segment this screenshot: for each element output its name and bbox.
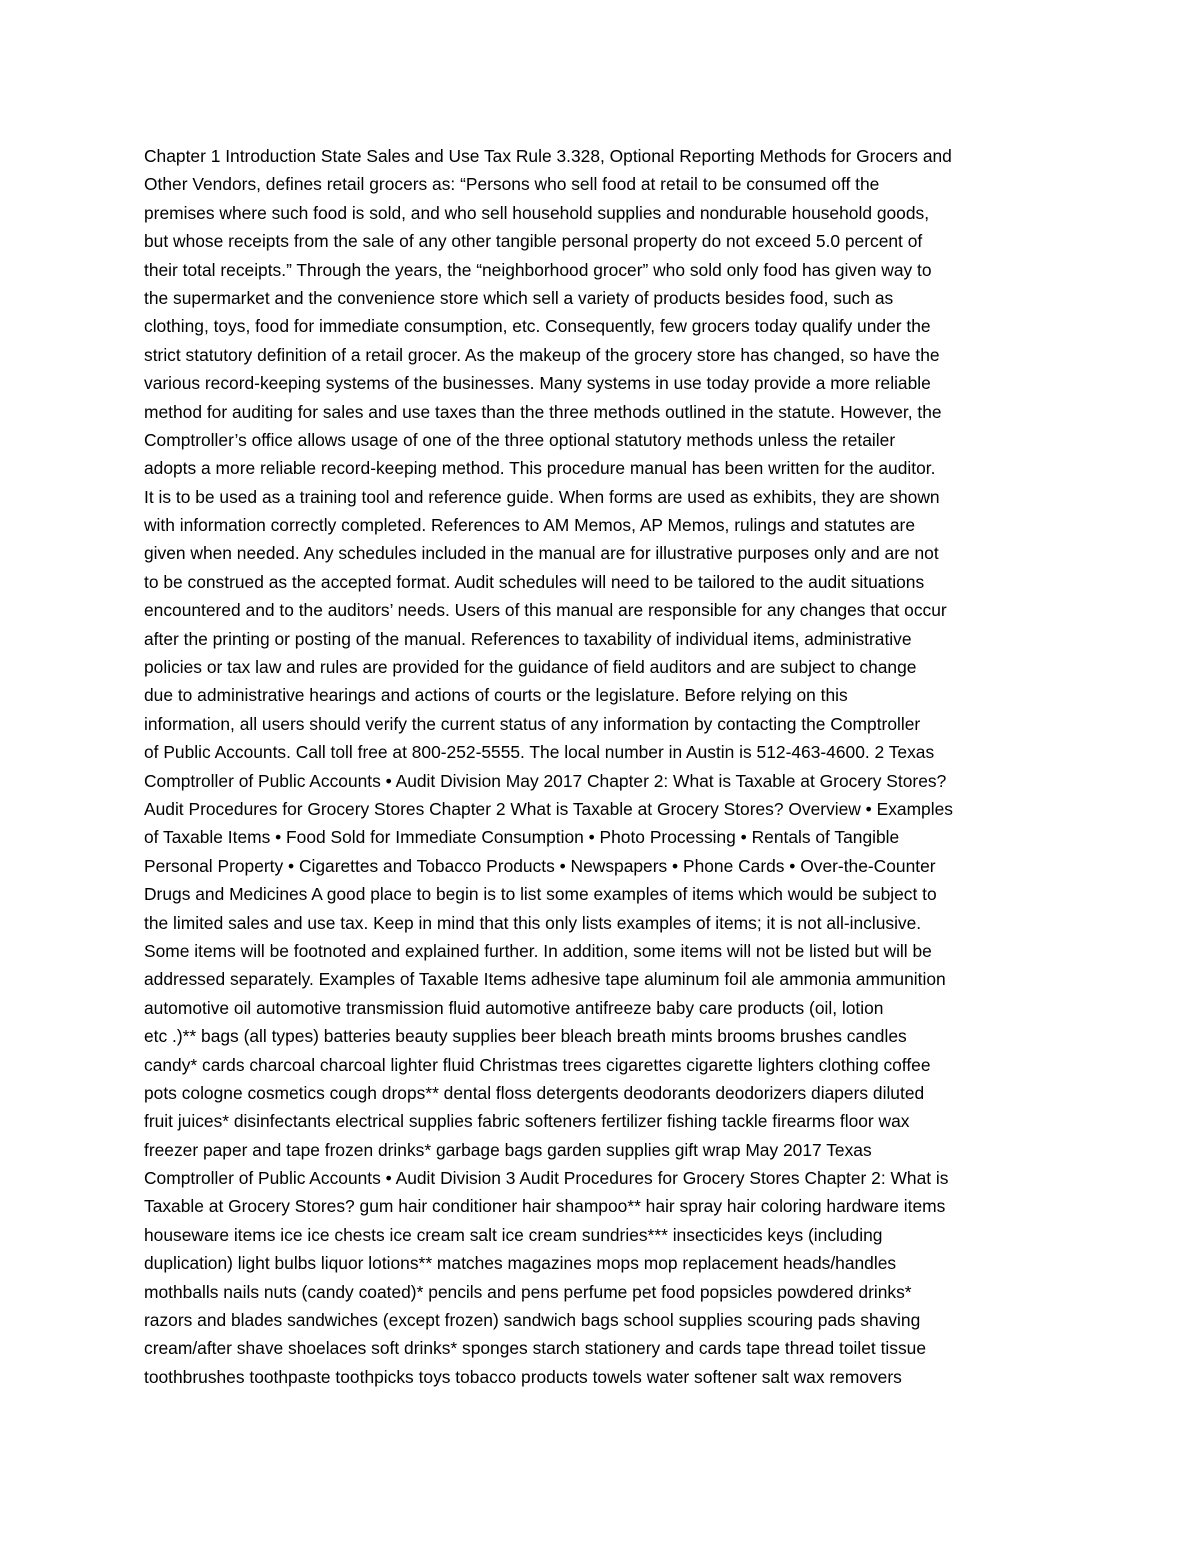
text-line: Comptroller of Public Accounts • Audit Division 3 Audit Procedures for Grocery Stores Chapter 2: What is <box>144 1168 949 1189</box>
text-line: of Public Accounts. Call toll free at 800-252-5555. The local number in Austin is 512-463-4600. 2 Texas <box>144 742 935 763</box>
text-line: Comptroller of Public Accounts • Audit Division May 2017 Chapter 2: What is Taxable at Grocery Stores? <box>144 770 947 791</box>
text-line: Other Vendors, defines retail grocers as: “Persons who sell food at retail to be consumed off the <box>144 174 880 195</box>
text-line: due to administrative hearings and actions of courts or the legislature. Before relying on this <box>144 685 848 706</box>
text-line: mothballs nails nuts (candy coated)* pencils and pens perfume pet food popsicles powdered drinks* <box>144 1281 912 1302</box>
text-line: their total receipts.” Through the years, the “neighborhood grocer” who sold only food has given way to <box>144 259 932 280</box>
text-line: adopts a more reliable record-keeping method. This procedure manual has been written for the auditor. <box>144 458 936 479</box>
text-line: clothing, toys, food for immediate consumption, etc. Consequently, few grocers today qualify under the <box>144 316 931 337</box>
text-line: encountered and to the auditors’ needs. Users of this manual are responsible for any changes that occur <box>144 600 947 621</box>
text-line: of Taxable Items • Food Sold for Immediate Consumption • Photo Processing • Rentals of Tangible <box>144 827 900 848</box>
text-line: Audit Procedures for Grocery Stores Chapter 2 What is Taxable at Grocery Stores? Overview • Examples <box>144 798 953 819</box>
text-line: duplication) light bulbs liquor lotions** matches magazines mops mop replacement heads/handles <box>144 1253 897 1274</box>
text-line: houseware items ice ice chests ice cream salt ice cream sundries*** insecticides keys (including <box>144 1224 883 1245</box>
text-line: razors and blades sandwiches (except frozen) sandwich bags school supplies scouring pads shaving <box>144 1310 921 1331</box>
text-line: various record-keeping systems of the businesses. Many systems in use today provide a more reliable <box>144 373 931 394</box>
text-line: strict statutory definition of a retail grocer. As the makeup of the grocery store has changed, so have the <box>144 344 940 365</box>
text-line: Drugs and Medicines A good place to begin is to list some examples of items which would be subject to <box>144 884 937 905</box>
text-line: fruit juices* disinfectants electrical supplies fabric softeners fertilizer fishing tackle firearms floor wax <box>144 1111 910 1132</box>
text-line: Taxable at Grocery Stores? gum hair conditioner hair shampoo** hair spray hair coloring hardware items <box>144 1196 946 1217</box>
text-line: Comptroller’s office allows usage of one of the three optional statutory methods unless the retailer <box>144 429 896 450</box>
text-line: etc .)** bags (all types) batteries beauty supplies beer bleach breath mints brooms brushes candles <box>144 1026 907 1047</box>
text-line: with information correctly completed. References to AM Memos, AP Memos, rulings and statutes are <box>144 515 915 536</box>
text-line: pots cologne cosmetics cough drops** dental floss detergents deodorants deodorizers diapers diluted <box>144 1082 925 1103</box>
text-line: policies or tax law and rules are provided for the guidance of field auditors and are subject to change <box>144 657 917 678</box>
text-line: Some items will be footnoted and explained further. In addition, some items will not be listed but will be <box>144 940 932 961</box>
text-line: Personal Property • Cigarettes and Tobacco Products • Newspapers • Phone Cards • Over-the-Counter <box>144 855 936 876</box>
text-line: to be construed as the accepted format. Audit schedules will need to be tailored to the audit situations <box>144 571 925 592</box>
text-line: automotive oil automotive transmission fluid automotive antifreeze baby care products (oil, lotion <box>144 997 884 1018</box>
text-line: information, all users should verify the current status of any information by contacting the Comptroller <box>144 713 921 734</box>
text-line <box>144 1391 1074 1419</box>
text-line: method for auditing for sales and use taxes than the three methods outlined in the statute. However, the <box>144 401 942 422</box>
text-line: after the printing or posting of the manual. References to taxability of individual items, administrative <box>144 628 912 649</box>
text-line: addressed separately. Examples of Taxable Items adhesive tape aluminum foil ale ammonia ammunition <box>144 969 946 990</box>
body-paragraph <box>144 142 1074 1420</box>
text-line: It is to be used as a training tool and reference guide. When forms are used as exhibits, they are shown <box>144 486 940 507</box>
text-line: cream/after shave shoelaces soft drinks* sponges starch stationery and cards tape thread toilet tissue <box>144 1338 927 1359</box>
text-line: given when needed. Any schedules included in the manual are for illustrative purposes only and are not <box>144 543 939 564</box>
text-line: premises where such food is sold, and who sell household supplies and nondurable household goods, <box>144 202 930 223</box>
text-line: Chapter 1 Introduction State Sales and Use Tax Rule 3.328, Optional Reporting Methods for Grocers and <box>144 146 952 166</box>
text-line: the supermarket and the convenience store which sell a variety of products besides food, such as <box>144 287 894 308</box>
text-line: freezer paper and tape frozen drinks* garbage bags garden supplies gift wrap May 2017 Texas <box>144 1139 872 1160</box>
text-line: the limited sales and use tax. Keep in mind that this only lists examples of items; it is not all-inclusive. <box>144 912 922 933</box>
text-line: but whose receipts from the sale of any other tangible personal property do not exceed 5.0 percent of <box>144 231 923 252</box>
text-line: candy* cards charcoal charcoal lighter fluid Christmas trees cigarettes cigarette lighters clothing coffee <box>144 1054 931 1075</box>
text-line: toothbrushes toothpaste toothpicks toys tobacco products towels water softener salt wax removers <box>144 1366 902 1387</box>
